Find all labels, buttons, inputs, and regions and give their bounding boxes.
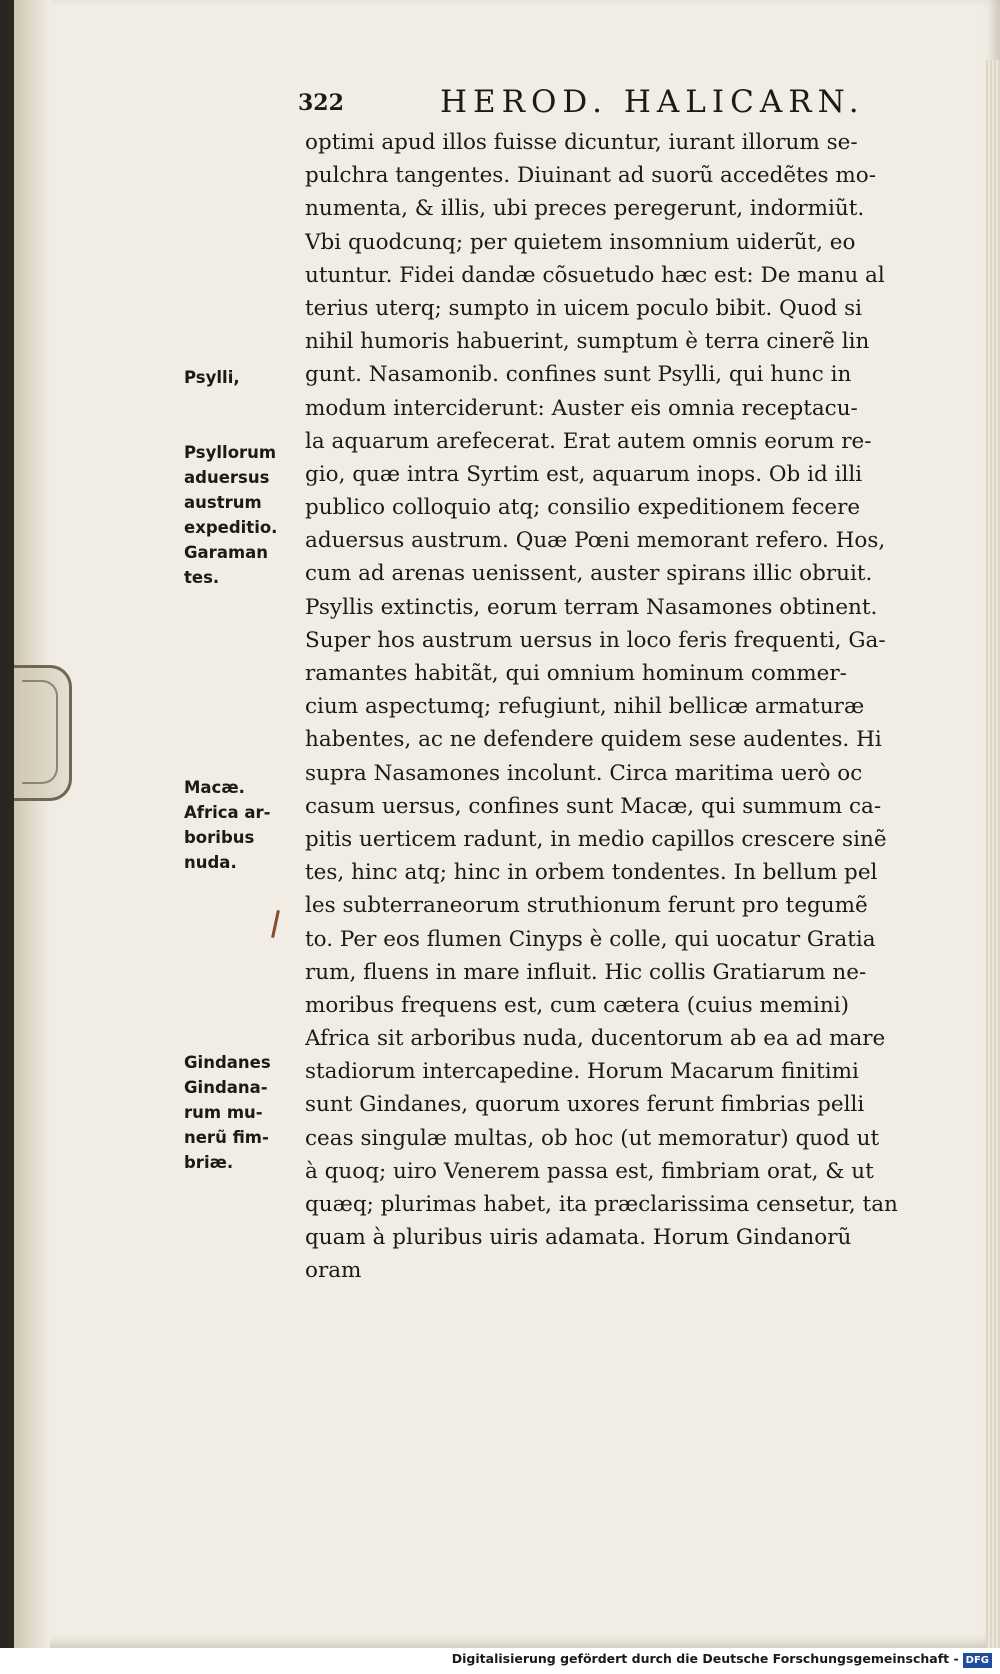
page-gutter bbox=[14, 0, 50, 1648]
margin-note-line: Gindana- bbox=[184, 1078, 268, 1097]
text-line: gunt. Nasamonib. confines sunt Psylli, qui hunc in bbox=[305, 362, 852, 388]
margin-note-line: expeditio. bbox=[184, 518, 278, 537]
text-line: Africa sit arboribus nuda, ducentorum ab ea ad mare bbox=[305, 1026, 886, 1052]
footer-bar bbox=[0, 1648, 1000, 1674]
margin-note-line: Gindanes bbox=[184, 1053, 271, 1072]
dfg-logo-icon: DFG bbox=[963, 1653, 992, 1668]
text-line: les subterraneorum struthionum ferunt pro tegumẽ bbox=[305, 893, 868, 919]
text-line: to. Per eos flumen Cinyps è colle, qui uocatur Gratia bbox=[305, 926, 876, 952]
margin-note-line: Macæ. bbox=[184, 778, 245, 797]
text-line: tes, hinc atq; hinc in orbem tondentes. In bellum pel bbox=[305, 860, 878, 886]
margin-note-line: nuda. bbox=[184, 853, 237, 872]
margin-note-line: Psyllorum bbox=[184, 443, 277, 462]
margin-note-maces bbox=[184, 775, 296, 875]
text-line: la aquarum arefecerat. Erat autem omnis eorum re- bbox=[305, 428, 872, 454]
digitization-credit bbox=[452, 1651, 992, 1668]
credit-text: Digitalisierung gefördert durch die Deutsche Forschungsgemeinschaft - bbox=[451, 1651, 959, 1666]
text-line: pulchra tangentes. Diuinant ad suorũ accedẽtes mo- bbox=[305, 163, 876, 189]
main-text-block bbox=[305, 126, 945, 1288]
clasp-inner-outline bbox=[22, 680, 58, 784]
running-title: HEROD. HALICARN. bbox=[440, 84, 865, 120]
text-line: modum interciderunt: Auster eis omnia receptacu- bbox=[305, 395, 858, 421]
margin-note-line: aduersus bbox=[184, 468, 270, 487]
text-line: Vbi quodcunq; per quietem insomnium uiderũt, eo bbox=[305, 229, 856, 255]
margin-note-line: Garaman bbox=[184, 543, 269, 562]
text-line: stadiorum intercapedine. Horum Macarum finitimi bbox=[305, 1059, 859, 1085]
margin-note-line: Psylli, bbox=[184, 368, 240, 387]
text-line: ramantes habitãt, qui omnium hominum commer- bbox=[305, 661, 847, 686]
margin-note-line: boribus bbox=[184, 828, 255, 847]
text-line: quæq; plurimas habet, ita præclarissima censetur, tan bbox=[305, 1192, 898, 1217]
text-line: gio, quæ intra Syrtim est, aquarum inops. Ob id illi bbox=[305, 461, 863, 487]
text-line: cum ad arenas uenissent, auster spirans illic obruit. bbox=[305, 561, 873, 587]
margin-note-line: nerũ fim- bbox=[184, 1128, 269, 1147]
page-fore-edge bbox=[986, 60, 1000, 1648]
text-line: supra Nasamones incolunt. Circa maritima uerò oc bbox=[305, 760, 863, 786]
margin-note-line: briæ. bbox=[184, 1153, 234, 1172]
margin-note-line: tes. bbox=[184, 568, 220, 587]
text-line: quam à pluribus uiris adamata. Horum Gindanorũ bbox=[305, 1225, 852, 1251]
text-line: ceas singulæ multas, ob hoc (ut memoratur) quod ut bbox=[305, 1125, 880, 1151]
text-line: aduersus austrum. Quæ Pœni memorant refero. Hos, bbox=[305, 528, 886, 554]
text-line: pitis uerticem radunt, in medio capillos crescere sinẽ bbox=[305, 826, 887, 852]
text-line: moribus frequens est, cum cætera (cuius memini) bbox=[305, 992, 850, 1018]
text-line: Psyllis extinctis, eorum terram Nasamones obtinent. bbox=[305, 594, 878, 620]
text-line: à quoq; uiro Venerem passa est, fimbriam orat, & ut bbox=[305, 1158, 874, 1184]
book-clasp-icon bbox=[14, 665, 72, 801]
text-line: numenta, & illis, ubi preces peregerunt, indormiũt. bbox=[305, 196, 865, 222]
text-line: cium aspectumq; refugiunt, nihil bellicæ armaturæ bbox=[305, 694, 865, 720]
text-line: oram bbox=[305, 1258, 362, 1284]
margin-note-psyllorum bbox=[184, 440, 296, 590]
text-line: sunt Gindanes, quorum uxores ferunt fimbrias pelli bbox=[305, 1092, 865, 1118]
page-number: 322 bbox=[298, 90, 344, 116]
text-line: nihil humoris habuerint, sumptum è terra cinerẽ lin bbox=[305, 329, 870, 355]
text-line: optimi apud illos fuisse dicuntur, iurant illorum se- bbox=[305, 130, 858, 155]
margin-note-gindanes bbox=[184, 1050, 296, 1175]
margin-note-psylli bbox=[184, 365, 296, 390]
text-line: casum uersus, confines sunt Macæ, qui summum ca- bbox=[305, 793, 882, 819]
margin-note-line: Africa ar- bbox=[184, 803, 271, 822]
margin-note-line: rum mu- bbox=[184, 1103, 263, 1122]
text-line: habentes, ac ne defendere quidem sese audentes. Hi bbox=[305, 727, 882, 753]
text-line: Super hos austrum uersus in loco feris frequenti, Ga- bbox=[305, 627, 886, 653]
margin-note-line: austrum bbox=[184, 493, 262, 512]
text-line: utuntur. Fidei dandæ cõsuetudo hæc est: De manu al bbox=[305, 262, 885, 288]
text-line: terius uterq; sumpto in uicem poculo bibit. Quod si bbox=[305, 295, 863, 321]
text-line: rum, fluens in mare influit. Hic collis Gratiarum ne- bbox=[305, 959, 867, 985]
text-line: publico colloquio atq; consilio expeditionem fecere bbox=[305, 495, 861, 521]
